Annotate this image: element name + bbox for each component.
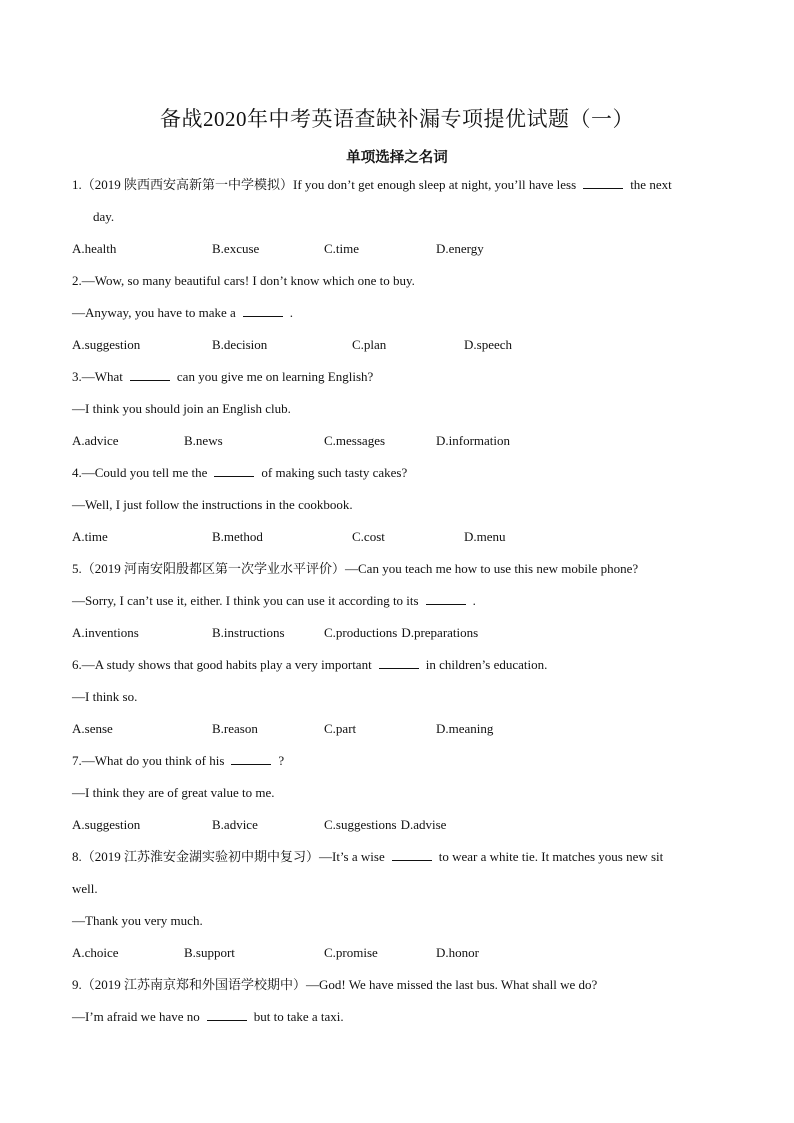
question-9-stem: 9.（2019 江苏南京郑和外国语学校期中）—God! We have missed the last bus. What shall we do? [72,977,598,992]
question-7-options [72,816,722,848]
answer-blank [392,848,432,861]
question-2-reply: —Anyway, you have to make a . [72,305,294,320]
option-d: D.energy [436,241,484,256]
answer-blank [243,304,283,317]
question-3-options [72,432,722,464]
question-7-reply: —I think they are of great value to me. [72,785,275,800]
question-4-stem: 4.—Could you tell me the of making such tasty cakes? [72,465,408,480]
option-d: D.honor [436,945,479,960]
option-b: B.decision [212,337,268,352]
question-5-options [72,624,722,656]
option-b: B.excuse [212,241,260,256]
option-b: B.method [212,529,263,544]
question-6-stem: 6.—A study shows that good habits play a very important in children’s education. [72,657,548,672]
question-7-stem: 7.—What do you think of his ? [72,753,285,768]
answer-blank [207,1008,247,1021]
question-6-options [72,720,722,752]
option-b: B.reason [212,721,258,736]
question-3-reply: —I think you should join an English club. [72,401,291,416]
option-a: A.advice [72,433,119,448]
option-a: A.health [72,241,117,256]
question-1-options [72,240,722,272]
option-d: D.advise [400,817,447,832]
option-c: C.time [324,241,360,256]
question-8-options [72,944,722,976]
option-a: A.time [72,529,108,544]
option-b: B.support [184,945,235,960]
option-c: C.suggestions [324,817,397,832]
question-5-stem: 5.（2019 河南安阳殷都区第一次学业水平评价）—Can you teach me how to use this new mobile phone? [72,561,639,576]
option-a: A.inventions [72,625,139,640]
question-1-stem-cont: day. [93,209,115,224]
answer-blank [379,656,419,669]
question-2-stem: 2.—Wow, so many beautiful cars! I don’t know which one to buy. [72,273,415,288]
option-c: C.plan [352,337,387,352]
answer-blank [130,368,170,381]
option-c: C.messages [324,433,386,448]
question-8-reply: —Thank you very much. [72,913,203,928]
question-3-stem: 3.—What can you give me on learning English? [72,369,374,384]
question-8-stem-cont: well. [72,881,98,896]
option-a: A.suggestion [72,817,141,832]
answer-blank [426,592,466,605]
option-b: B.instructions [212,625,285,640]
option-d: D.speech [464,337,513,352]
question-5-reply: —Sorry, I can’t use it, either. I think you can use it according to its . [72,593,476,608]
question-list [72,176,722,1040]
question-8-stem: 8.（2019 江苏淮安金湖实验初中期中复习）—It’s a wise to wear a white tie. It matches yous new sit [72,849,664,864]
option-c: C.promise [324,945,378,960]
option-d: D.meaning [436,721,494,736]
page-title: 备战2020年中考英语查缺补漏专项提优试题（一） [160,107,634,131]
option-c: C.cost [352,529,385,544]
option-d: D.menu [464,529,506,544]
option-d: D.preparations [401,625,479,640]
question-2-options [72,336,722,368]
option-b: B.news [184,433,223,448]
question-1-stem: 1.（2019 陕西西安高新第一中学模拟）If you don’t get enough sleep at night, you’ll have less the next [72,177,672,192]
option-b: B.advice [212,817,258,832]
question-4-options [72,528,722,560]
option-a: A.suggestion [72,337,141,352]
section-subtitle: 单项选择之名词 [346,150,448,166]
option-a: A.sense [72,721,113,736]
answer-blank [231,752,271,765]
question-6-reply: —I think so. [72,689,138,704]
option-a: A.choice [72,945,119,960]
option-d: D.information [436,433,511,448]
answer-blank [583,176,623,189]
question-4-reply: —Well, I just follow the instructions in the cookbook. [72,497,353,512]
question-9-reply: —I’m afraid we have no but to take a taxi. [72,1009,344,1024]
answer-blank [214,464,254,477]
option-c: C.productions [324,625,398,640]
option-c: C.part [324,721,357,736]
